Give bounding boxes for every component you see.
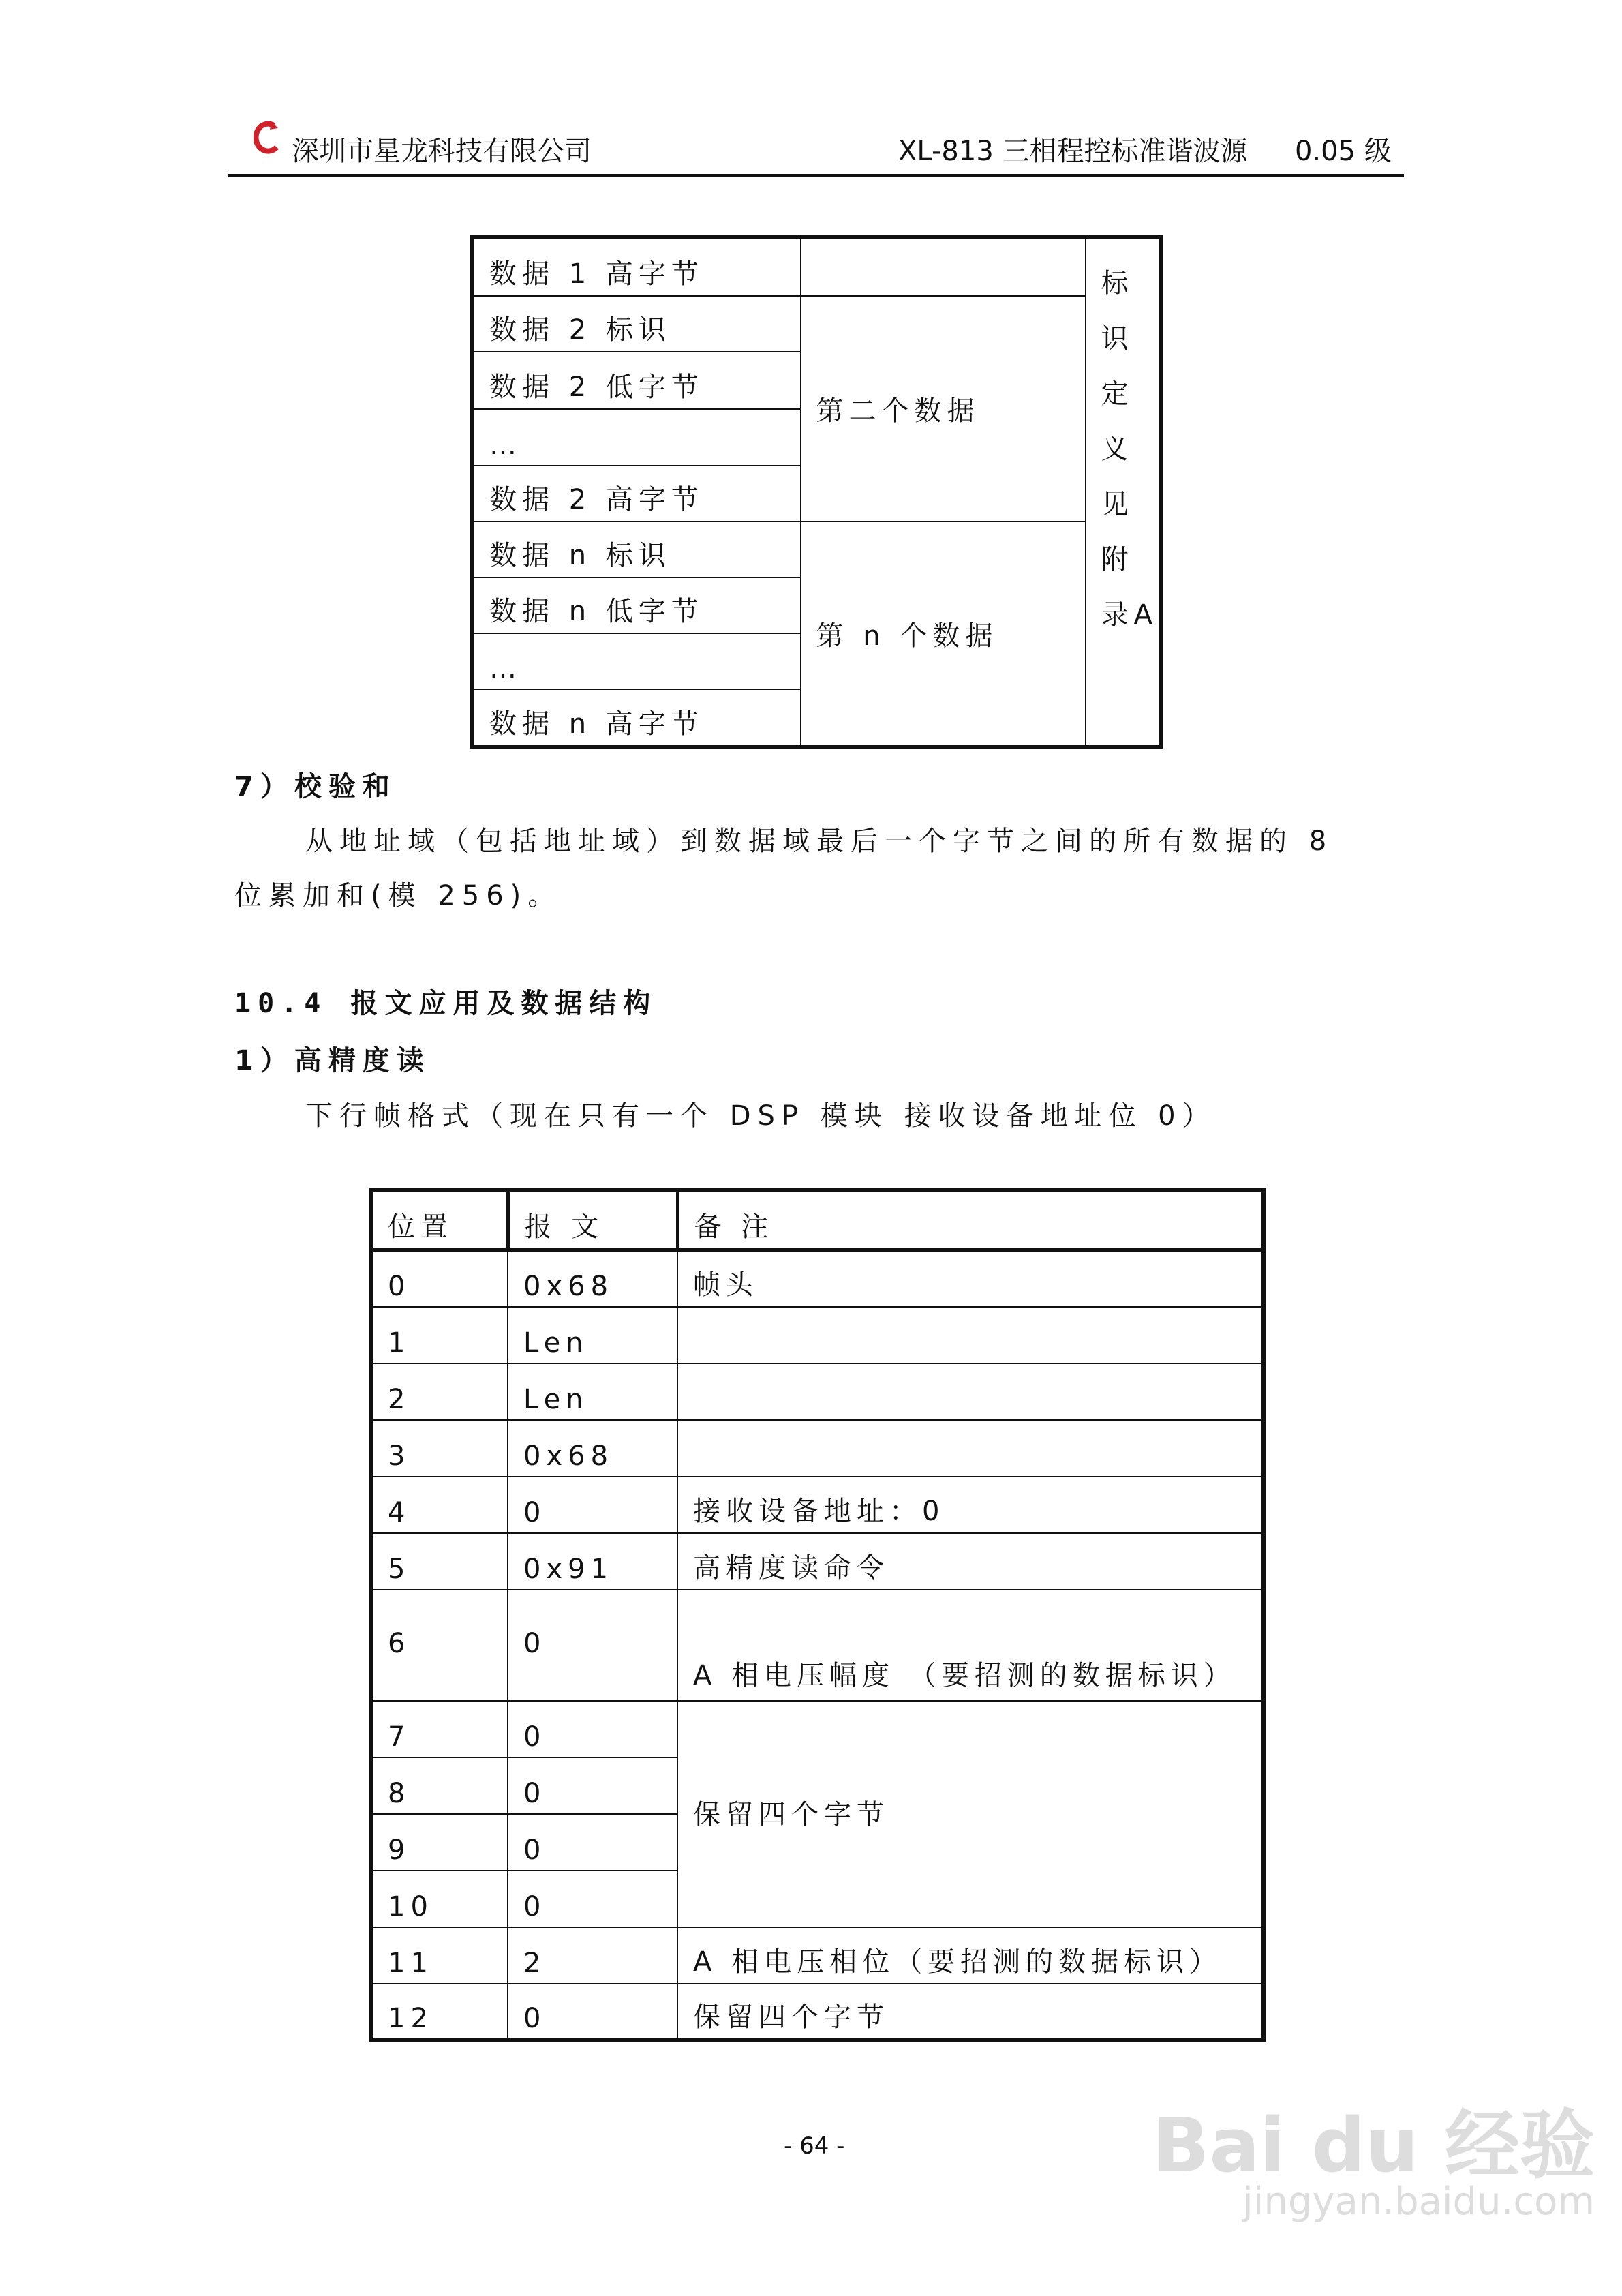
msg-cell: 0x68 <box>508 1420 677 1477</box>
msg-cell: 0 <box>508 1477 677 1533</box>
note-cell: 保留四个字节 <box>677 1984 1264 2040</box>
msg-cell: 0x91 <box>508 1533 677 1590</box>
pos-cell: 1 <box>371 1307 508 1363</box>
table-row <box>371 1250 1264 1307</box>
table-row <box>371 1533 1264 1590</box>
table-cell: … <box>472 633 801 689</box>
msg-cell: Len <box>508 1363 677 1420</box>
msg-cell: 0x68 <box>508 1250 677 1307</box>
note-cell: 接收设备地址：0 <box>677 1477 1264 1533</box>
section-10-4-title: 10.4 报文应用及数据结构 <box>234 988 658 1019</box>
section-7-title: 7）校验和 <box>234 771 397 802</box>
msg-cell: 0 <box>508 1814 677 1871</box>
msg-cell: 2 <box>508 1927 677 1984</box>
note-cell: 高精度读命令 <box>677 1533 1264 1590</box>
table-cell: 数据 2 高字节 <box>472 466 801 522</box>
col-header-message: 报 文 <box>508 1190 677 1250</box>
company-name: 深圳市星龙科技有限公司 <box>292 136 592 167</box>
table-row <box>371 1477 1264 1533</box>
msg-cell: 0 <box>508 1757 677 1814</box>
pos-cell: 10 <box>371 1871 508 1927</box>
pos-cell: 9 <box>371 1814 508 1871</box>
table-row <box>371 1984 1264 2040</box>
pos-cell: 2 <box>371 1363 508 1420</box>
pos-cell: 3 <box>371 1420 508 1477</box>
table-cell: 数据 1 高字节 <box>472 237 801 296</box>
watermark-url: jingyan.baidu.com <box>1242 2179 1595 2224</box>
pos-cell: 8 <box>371 1757 508 1814</box>
table-cell: 数据 2 标识 <box>472 296 801 352</box>
table-row <box>371 1701 1264 1757</box>
grade: 0.05 级 <box>1295 136 1392 167</box>
section-7-body-line2: 位累加和(模 256)。 <box>234 880 562 911</box>
table-cell <box>801 237 1086 296</box>
table-row <box>371 1363 1264 1420</box>
watermark-brand: Bai du 经验 <box>1152 2102 1595 2189</box>
section-7-body-line1: 从地址域（包括地址域）到数据域最后一个字节之间的所有数据的 8 <box>305 826 1334 857</box>
table-row <box>371 1420 1264 1477</box>
note-cell <box>677 1420 1264 1477</box>
group-label: 第二个数据 <box>801 296 1086 522</box>
msg-cell: 0 <box>508 1590 677 1701</box>
table-cell: … <box>472 409 801 466</box>
page-number: - 64 - <box>784 2132 845 2160</box>
frame-format-table <box>369 1188 1266 2042</box>
data-field-table <box>470 235 1163 749</box>
table-cell: 数据 n 标识 <box>472 522 801 577</box>
note-cell: A 相电压相位（要招测的数据标识） <box>677 1927 1264 1984</box>
header-divider <box>228 174 1404 177</box>
col-header-note: 备 注 <box>677 1190 1264 1250</box>
pos-cell: 6 <box>371 1590 508 1701</box>
note-cell: 帧头 <box>677 1250 1264 1307</box>
pos-cell: 4 <box>371 1477 508 1533</box>
msg-cell: 0 <box>508 1701 677 1757</box>
msg-cell: Len <box>508 1307 677 1363</box>
table-cell: 数据 n 高字节 <box>472 689 801 747</box>
baidu-watermark <box>1152 2102 1595 2224</box>
table-cell: 数据 2 低字节 <box>472 352 801 409</box>
pos-cell: 11 <box>371 1927 508 1984</box>
pos-cell: 5 <box>371 1533 508 1590</box>
pos-cell: 7 <box>371 1701 508 1757</box>
note-cell <box>677 1307 1264 1363</box>
msg-cell: 0 <box>508 1984 677 2040</box>
side-note: 标识定义见附录A <box>1086 237 1161 747</box>
frame-format-desc: 下行帧格式（现在只有一个 DSP 模块 接收设备地址位 0） <box>305 1100 1216 1132</box>
table-row <box>371 1590 1264 1701</box>
table-row <box>371 1307 1264 1363</box>
product-title: XL-813 三相程控标准谐波源 <box>898 136 1248 167</box>
pos-cell: 12 <box>371 1984 508 2040</box>
note-cell: A 相电压幅度 （要招测的数据标识） <box>677 1590 1264 1701</box>
note-cell: 保留四个字节 <box>677 1701 1264 1927</box>
table-cell: 数据 n 低字节 <box>472 577 801 633</box>
col-header-position: 位置 <box>371 1190 508 1250</box>
note-cell <box>677 1363 1264 1420</box>
table-row <box>371 1927 1264 1984</box>
group-label: 第 n 个数据 <box>801 522 1086 747</box>
company-logo-icon <box>254 120 281 154</box>
msg-cell: 0 <box>508 1871 677 1927</box>
pos-cell: 0 <box>371 1250 508 1307</box>
subsection-title: 1）高精度读 <box>234 1045 431 1076</box>
